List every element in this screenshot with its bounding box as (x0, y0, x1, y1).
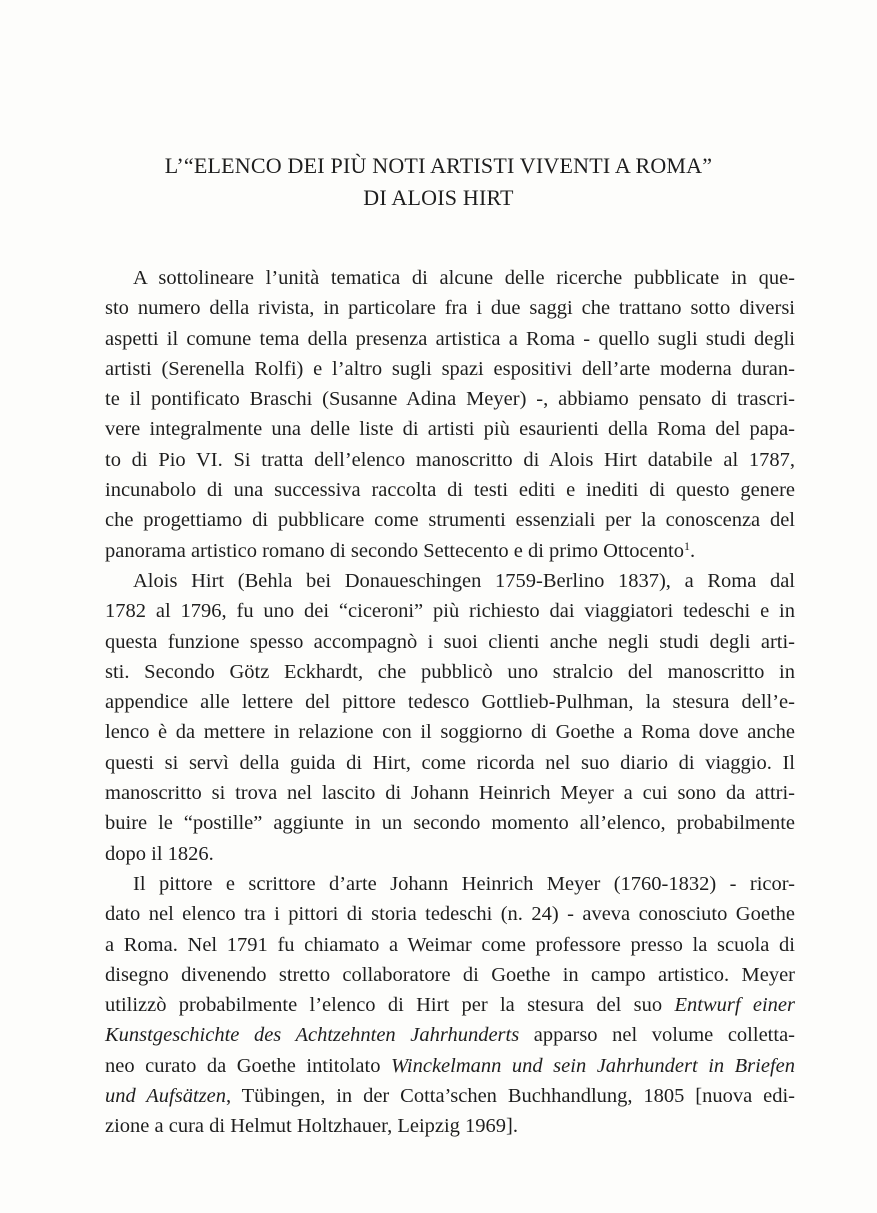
book-title-italic: Entwurf einer (674, 994, 795, 1017)
paragraph-2-line: Alois Hirt (Behla bei Donaueschingen 1759-Berlino 1837), a Roma dal (133, 569, 795, 592)
paragraph-1-line: aspetti il comune tema della presenza artistica a Roma - quello sugli studi degli (105, 327, 795, 350)
paragraph-1-last-line: panorama artistico romano di secondo Settecento e di primo Ottocento$^1$. (105, 538, 696, 562)
paragraph-3-text: apparso nel volume colletta- (519, 1024, 795, 1047)
paragraph-3-line (105, 1020, 795, 1050)
article-body (105, 263, 795, 1142)
paragraph-2-line: lenco è da mettere in relazione con il soggiorno di Goethe a Roma dove anche (105, 721, 795, 744)
paragraph-2-line: 1782 al 1796, fu uno dei “ciceroni” più richiesto dai viaggiatori tedeschi e in (105, 600, 795, 623)
title-line-1: L’“ELENCO DEI PIÙ NOTI ARTISTI VIVENTI A ROMA” (164, 153, 713, 178)
paragraph-2-line: buire le “postille” aggiunte in un secondo momento all’elenco, probabilmente (105, 812, 795, 835)
paragraph-1-text: panorama artistico romano di secondo Settecento e di primo Ottocento (105, 539, 684, 562)
paragraph-1-line: te il pontificato Braschi (Susanne Adina Meyer) -, abbiamo pensato di trascri- (105, 388, 795, 411)
paragraph-2-line: questi si servì della guida di Hirt, come ricorda nel suo diario di viaggio. Il (105, 751, 795, 774)
paragraph-3-line: Il pittore e scrittore d’arte Johann Heinrich Meyer (1760-1832) - ricor- (133, 872, 795, 895)
paragraph-3-text: , Tübingen, in der Cotta’schen Buchhandlung, 1805 [nuova edi- (226, 1085, 795, 1108)
paragraph-1-line: sto numero della rivista, in particolare fra i due saggi che trattano sotto diversi (105, 297, 795, 320)
book-title-italic: Kunstgeschichte des Achtzehnten Jahrhunderts (105, 1024, 520, 1047)
book-title-italic: Winckelmann und sein Jahrhundert in Briefen (390, 1054, 795, 1077)
title-line-2: DI ALOIS HIRT (363, 185, 514, 210)
book-title-italic: und Aufsätzen (105, 1085, 226, 1108)
paragraph-1-line: artisti (Serenella Rolfi) e l’altro sugli spazi espositivi dell’arte moderna duran- (105, 357, 795, 380)
paragraph-2-line: dopo il 1826. (105, 842, 214, 865)
paragraph-3-text: utilizzò probabilmente l’elenco di Hirt per la stesura del suo (105, 994, 675, 1017)
paragraph-2-line: appendice alle lettere del pittore tedesco Gottlieb-Pulhman, la stesura dell’e- (105, 691, 795, 714)
paragraph-3-line: disegno divenendo stretto collaboratore di Goethe in campo artistico. Meyer (105, 963, 795, 986)
paragraph-2-line: questa funzione spesso accompagnò i suoi clienti anche negli studi degli arti- (105, 630, 795, 653)
paragraph-3-line (105, 1051, 795, 1081)
paragraph-3-line (105, 1081, 795, 1111)
article-title (0, 150, 877, 214)
paragraph-3-line: dato nel elenco tra i pittori di storia tedeschi (n. 24) - aveva conosciuto Goethe (105, 903, 795, 926)
paragraph-1-line: incunabolo di una successiva raccolta di testi editi e inediti di questo genere (105, 479, 795, 502)
paragraph-3-text: neo curato da Goethe intitolato (105, 1054, 391, 1077)
paragraph-2-line: manoscritto si trova nel lascito di Johann Heinrich Meyer a cui sono da attri- (105, 782, 795, 805)
paragraph-1-line: to di Pio VI. Si tratta dell’elenco manoscritto di Alois Hirt databile al 1787, (105, 448, 795, 471)
paragraph-3-line (105, 990, 795, 1020)
paragraph-1-line: A sottolineare l’unità tematica di alcune delle ricerche pubblicate in que- (133, 267, 795, 289)
paragraph-1-line: che progettiamo di pubblicare come strumenti essenziali per la conoscenza del (105, 509, 795, 532)
paragraph-3-line: zione a cura di Helmut Holtzhauer, Leipzig 1969]. (105, 1115, 519, 1138)
paragraph-1-line: vere integralmente una delle liste di artisti più esaurienti della Roma del papa- (105, 418, 795, 441)
paragraph-3-line: a Roma. Nel 1791 fu chiamato a Weimar come professore presso la scuola di (105, 933, 795, 956)
paragraph-2-line: sti. Secondo Götz Eckhardt, che pubblicò uno stralcio del manoscritto in (105, 660, 795, 683)
footnote-reference[interactable]: 1 (683, 538, 690, 553)
